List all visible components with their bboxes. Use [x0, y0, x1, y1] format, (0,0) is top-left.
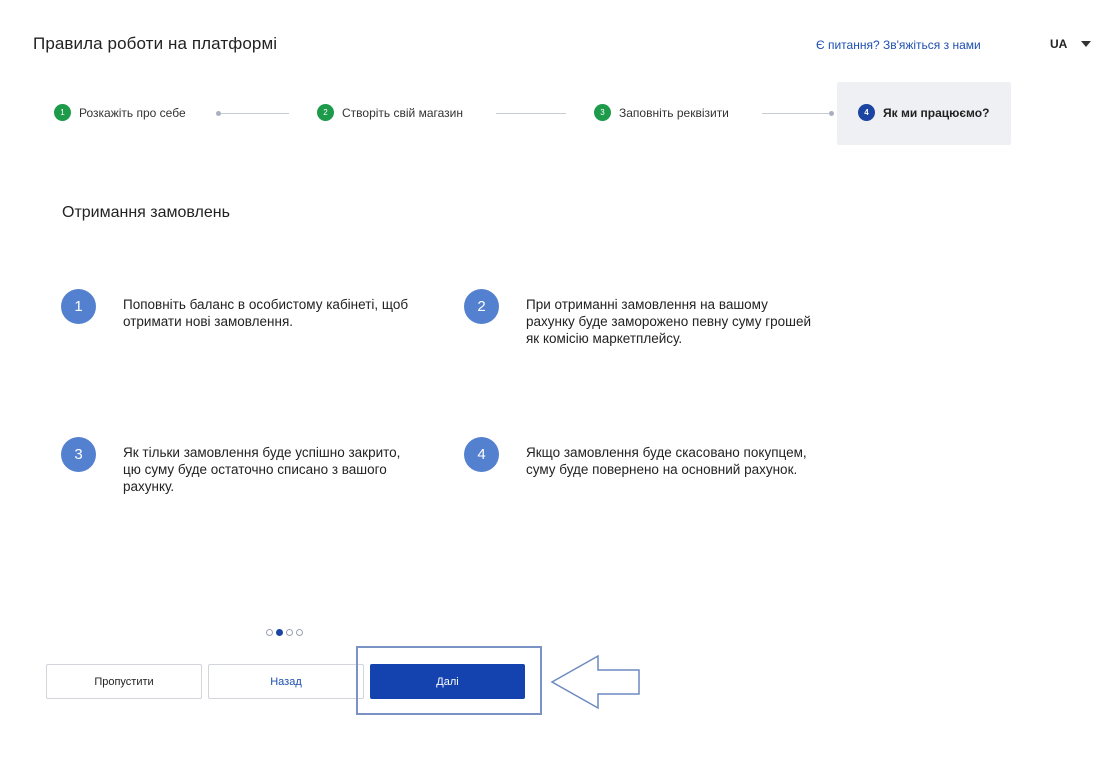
pager-dot-1[interactable]: [266, 629, 273, 636]
annotation-highlight-box: [356, 646, 542, 715]
info-number-2: 2: [464, 289, 499, 324]
info-item-3: [61, 437, 413, 495]
step-1-label: Розкажіть про себе: [79, 105, 186, 120]
step-1[interactable]: [54, 104, 186, 121]
step-4[interactable]: [858, 104, 989, 121]
info-number-4: 4: [464, 437, 499, 472]
step-2-number: 2: [317, 104, 334, 121]
pager-dot-3[interactable]: [286, 629, 293, 636]
step-4-label: Як ми працюємо?: [883, 105, 990, 120]
step-3[interactable]: [594, 104, 729, 121]
info-number-3: 3: [61, 437, 96, 472]
step-connector: [221, 113, 289, 114]
info-text-4: Якщо замовлення буде скасовано покупцем, суму буде повернено на основний рахунок.: [526, 445, 807, 477]
info-text-1: Поповніть баланс в особистому кабінеті, щоб отримати нові замовлення.: [123, 297, 409, 329]
step-connector: [762, 113, 830, 114]
info-number-1: 1: [61, 289, 96, 324]
info-item-4: [464, 437, 816, 478]
skip-button[interactable]: Пропустити: [46, 664, 202, 699]
back-button[interactable]: Назад: [208, 664, 364, 699]
carousel-pager: [266, 629, 303, 636]
step-2-label: Створіть свій магазин: [342, 105, 463, 120]
step-4-number: 4: [858, 104, 875, 121]
language-value: UA: [1050, 37, 1068, 51]
info-text-2: При отриманні замовлення на вашому рахунку буде заморожено певну суму грошей як комісію маркетплейсу.: [526, 297, 812, 346]
step-1-number: 1: [54, 104, 71, 121]
step-connector: [496, 113, 566, 114]
pager-dot-4[interactable]: [296, 629, 303, 636]
step-3-number: 3: [594, 104, 611, 121]
step-connector-dot: [829, 111, 834, 116]
language-select[interactable]: [1050, 37, 1091, 51]
pager-dot-2[interactable]: [276, 629, 283, 636]
page-title: Правила роботи на платформі: [33, 34, 278, 53]
next-button[interactable]: Далі: [370, 664, 525, 699]
section-title: Отримання замовлень: [62, 204, 230, 221]
info-text-3: Як тільки замовлення буде успішно закрито, цю суму буде остаточно списано з вашого рахунку.: [123, 445, 401, 494]
step-3-label: Заповніть реквізити: [619, 105, 729, 120]
annotation-arrow-icon: [548, 654, 642, 710]
info-item-1: [61, 289, 413, 330]
caret-down-icon: [1081, 41, 1091, 47]
info-item-2: [464, 289, 816, 347]
contact-us-link[interactable]: Є питання? Зв'яжіться з нами: [816, 38, 981, 52]
step-2[interactable]: [317, 104, 463, 121]
